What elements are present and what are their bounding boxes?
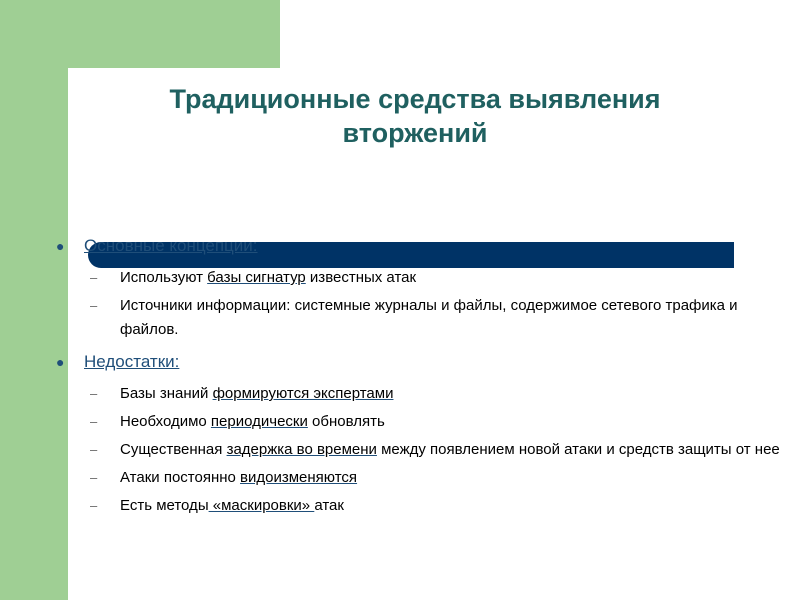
sub-bullet-link: формируются экспертами bbox=[212, 385, 394, 402]
sub-bullet-link: периодически bbox=[210, 413, 308, 430]
sub-bullet-knowledge bbox=[52, 382, 782, 406]
sub-bullet-text: известных атак bbox=[305, 269, 417, 286]
dash-icon: – bbox=[90, 414, 98, 429]
dash-icon: – bbox=[90, 442, 98, 457]
dash-icon: – bbox=[90, 270, 98, 285]
slide-title-line2: вторжений bbox=[342, 118, 488, 148]
bullet-concepts bbox=[52, 234, 782, 258]
sub-bullet-text: Используют bbox=[120, 269, 208, 286]
dash-icon: – bbox=[90, 470, 98, 485]
sub-bullet-text: Атаки постоянно bbox=[120, 469, 241, 486]
slide-title bbox=[100, 82, 730, 150]
sub-bullet-text: Существенная bbox=[120, 441, 227, 458]
sub-bullet-text: Есть методы bbox=[120, 497, 209, 514]
dash-icon: – bbox=[90, 498, 98, 513]
sub-bullet-text: Источники информации: системные журналы и файлы, содержимое сетевого трафика и файлов. bbox=[120, 297, 738, 338]
sub-bullet-sources bbox=[52, 294, 782, 342]
sub-bullet-link: «маскировки» bbox=[208, 497, 315, 514]
sub-bullet-text: Необходимо bbox=[120, 413, 211, 430]
slide-title-line1: Традиционные средства выявления bbox=[169, 84, 661, 114]
sub-bullet-link: задержка во времени bbox=[226, 441, 377, 458]
sub-bullet-text: Базы знаний bbox=[120, 385, 213, 402]
sub-bullet-signatures bbox=[52, 266, 782, 290]
bullet-drawbacks-heading: Недостатки: bbox=[84, 352, 180, 371]
slide-content bbox=[52, 234, 782, 522]
green-top-band bbox=[0, 0, 280, 68]
sub-bullet-delay bbox=[52, 438, 782, 462]
sub-bullet-link: базы сигнатур bbox=[207, 269, 306, 286]
sub-bullet-masking bbox=[52, 494, 782, 518]
sub-bullet-mutate bbox=[52, 466, 782, 490]
sub-bullet-text: между появлением новой атаки и средств защиты от нее bbox=[376, 441, 780, 458]
bullet-drawbacks bbox=[52, 350, 782, 374]
bullet-dot-icon: ● bbox=[56, 354, 65, 370]
sub-bullet-update bbox=[52, 410, 782, 434]
dash-icon: – bbox=[90, 386, 98, 401]
sub-bullet-text: обновлять bbox=[307, 413, 385, 430]
dash-icon: – bbox=[90, 298, 98, 313]
sub-bullet-link: видоизменяются bbox=[240, 469, 358, 486]
bullet-concepts-heading: Основные концепции: bbox=[84, 236, 258, 255]
bullet-dot-icon: ● bbox=[56, 238, 65, 254]
sub-bullet-text: атак bbox=[314, 497, 344, 514]
